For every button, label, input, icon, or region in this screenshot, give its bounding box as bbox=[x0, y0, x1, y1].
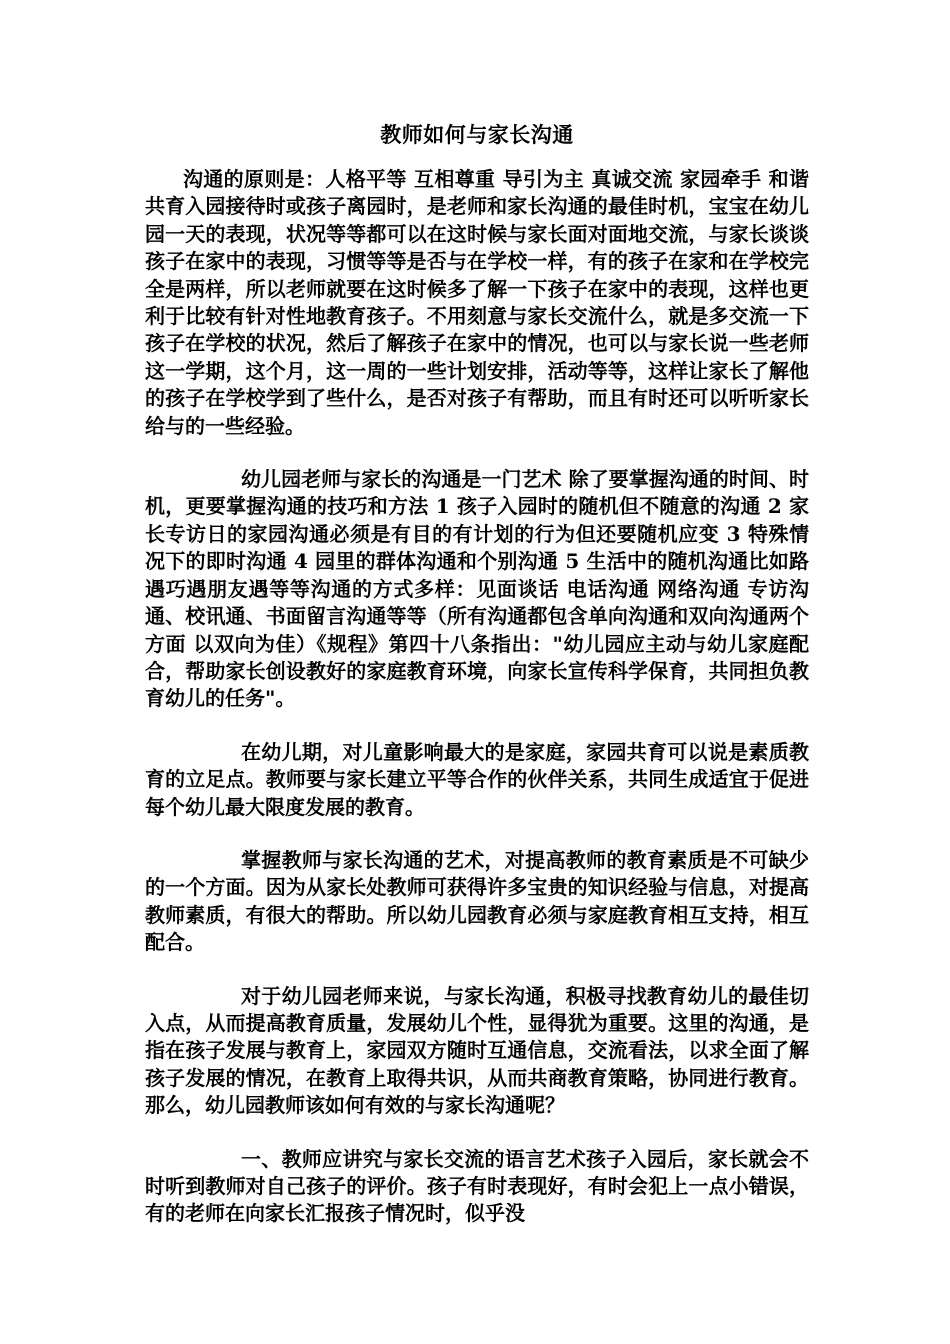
paragraph-language-art: 一、教师应讲究与家长交流的语言艺术孩子入园后，家长就会不时听到教师对自己孩子的评价。孩子有时表现好，有时会犯上一点小错误，有的老师在向家长汇报孩子情况时，似乎没 bbox=[145, 1146, 809, 1226]
paragraph-principles: 沟通的原则是：人格平等 互相尊重 导引为主 真诚交流 家园牵手 和谐共育入园接待时或孩子离园时，是老师和家长沟通的最佳时机，宝宝在幼儿园一天的表现，状况等等都可以在这时候与家长面对面地交流，与家长谈谈孩子在家中的表现，习惯等等是否与在学校一样，有的孩子在家和在学校完全是两样，所以老师就要在这时候多了解一下孩子在家中的表现，这样也更利于比较有针对性地教育孩子。不用刻意与家长交流什么，就是多交流一下孩子在学校的状况，然后了解孩子在家中的情况，也可以与家长说一些老师这一学期，这个月，这一周的一些计划安排，活动等等，这样让家长了解他的孩子在学校学到了些什么，是否对孩子有帮助，而且有时还可以听听家长给与的一些经验。 bbox=[145, 167, 809, 438]
paragraph-art-of-communication: 幼儿园老师与家长的沟通是一门艺术 除了要掌握沟通的时间、时机，更要掌握沟通的技巧和方法 1 孩子入园时的随机但不随意的沟通 2 家长专访日的家园沟通必须是有目的有计划的行为但还要随机应变 3 特殊情况下的即时沟通 4 园里的群体沟通和个别沟通 5 生活中的随机沟通比如路遇巧遇朋友遇等等沟通的方式多样：见面谈话 电话沟通 网络沟通 专访沟通、校讯通、书面留言沟通等等（所有沟通都包含单向沟通和双向沟通两个方面 以双向为佳）《规程》第四十八条指出："幼儿园应主动与幼儿家庭配合，帮助家长创设教好的家庭教育环境，向家长宣传科学保育，共同担负教育幼儿的任务"。 bbox=[145, 467, 809, 711]
document-title: 教师如何与家长沟通 bbox=[380, 122, 574, 147]
document-page bbox=[145, 118, 809, 1254]
paragraph-teacher-quality: 掌握教师与家长沟通的艺术，对提高教师的教育素质是不可缺少的一个方面。因为从家长处教师可获得许多宝贵的知识经验与信息，对提高教师素质，有很大的帮助。所以幼儿园教育必须与家庭教育相互支持，相互配合。 bbox=[145, 847, 809, 955]
paragraph-entry-point: 对于幼儿园老师来说，与家长沟通，积极寻找教育幼儿的最佳切入点，从而提高教育质量，发展幼儿个性，显得犹为重要。这里的沟通，是指在孩子发展与教育上，家园双方随时互通信息，交流看法，以求全面了解孩子发展的情况，在教育上取得共识，从而共商教育策略，协同进行教育。那么，幼儿园教师该如何有效的与家长沟通呢？ bbox=[145, 983, 809, 1118]
paragraph-family-influence: 在幼儿期，对儿童影响最大的是家庭，家园共育可以说是素质教育的立足点。教师要与家长建立平等合作的伙伴关系，共同生成适宜于促进每个幼儿最大限度发展的教育。 bbox=[145, 739, 809, 819]
